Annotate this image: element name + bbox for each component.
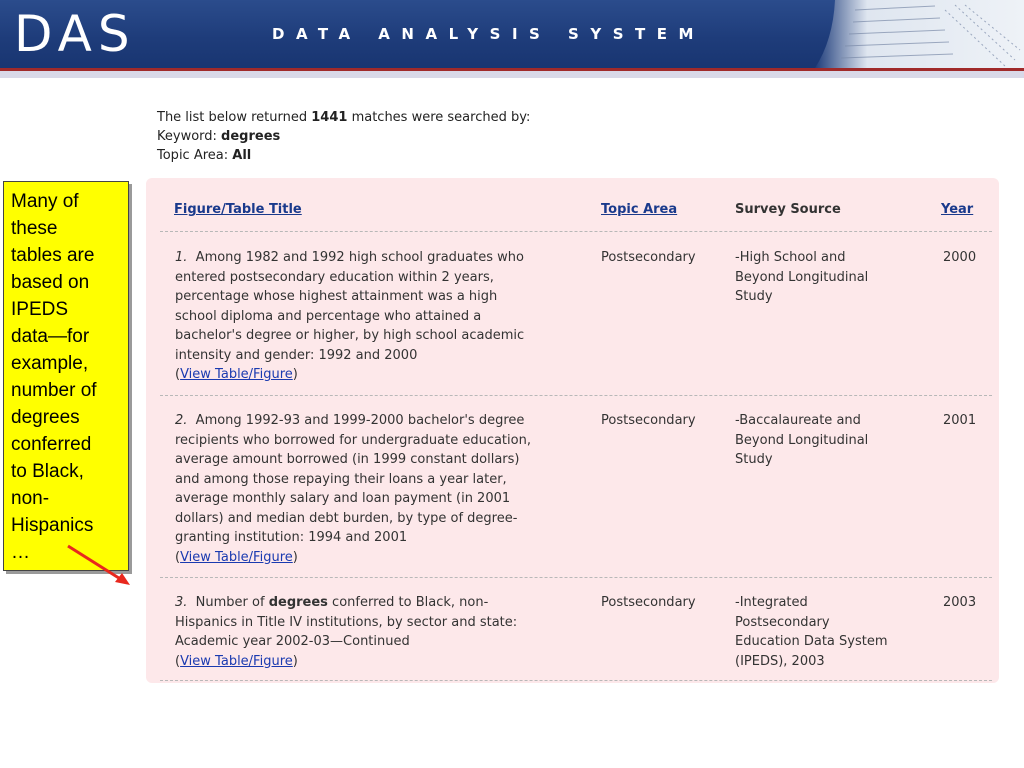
callout-note (3, 181, 129, 571)
view-table-figure-link[interactable]: View Table/Figure (180, 367, 293, 382)
summary-suffix: matches were searched by: (347, 110, 531, 125)
source-line: Study (735, 289, 773, 304)
row-divider (160, 395, 992, 396)
title-line: Academic year 2002-03—Continued (175, 634, 410, 649)
header-topic-area[interactable]: Topic Area (601, 202, 678, 217)
banner-underline (0, 71, 1024, 78)
title-line (175, 248, 585, 268)
match-count: 1441 (311, 110, 348, 125)
row-number: 3. (175, 595, 188, 610)
callout-line: data—for (11, 326, 90, 347)
view-link-line (175, 652, 585, 672)
das-banner (0, 0, 1024, 78)
table-row-1-year: 2000 (943, 250, 977, 265)
paren-open: ( (175, 549, 181, 565)
callout-line: non- (11, 488, 50, 509)
callout-line: Many of (11, 191, 79, 212)
title-line: recipients who borrowed for undergraduate education, (175, 432, 531, 448)
callout-line: these (11, 218, 58, 239)
keyword-value: degrees (221, 129, 281, 144)
header-survey-source: Survey Source (735, 202, 841, 217)
callout-line: conferred (11, 434, 92, 455)
callout-line: number of (11, 380, 97, 401)
row-divider (160, 577, 992, 578)
title-line: and among those repaying their loans a year later, (175, 471, 507, 487)
row-divider (160, 680, 992, 681)
search-summary (157, 108, 530, 165)
title-keyword-highlight: degrees (268, 595, 328, 610)
callout-line: based on (11, 272, 90, 293)
paren-close: ) (292, 367, 298, 382)
table-row-1-topic: Postsecondary (601, 250, 696, 265)
paren-open: ( (175, 367, 181, 382)
table-row-3-title (175, 593, 585, 671)
title-line: bachelor's degree or higher, by high school academic (175, 328, 525, 343)
table-row-3-source (735, 593, 888, 671)
summary-line-topic (157, 146, 530, 165)
title-line: average monthly salary and loan payment (in 2001 (175, 491, 511, 506)
title-line: school diploma and percentage who attained a (175, 308, 482, 324)
table-row-3-year: 2003 (943, 595, 977, 610)
header-figure-table-title[interactable]: Figure/Table Title (174, 202, 302, 217)
title-line: entered postsecondary education within 2 years, (175, 269, 494, 285)
title-text: Number of (195, 595, 269, 610)
callout-line: degrees (11, 407, 80, 428)
callout-line: tables are (11, 245, 95, 266)
summary-line-count (157, 108, 530, 127)
view-table-figure-link[interactable]: View Table/Figure (180, 549, 293, 565)
title-line (175, 593, 585, 613)
table-row-1-title (175, 248, 585, 385)
callout-line: IPEDS (11, 299, 69, 320)
paren-open: ( (175, 653, 181, 669)
callout-line: to Black, (11, 461, 84, 482)
topic-label: Topic Area: (157, 148, 233, 163)
source-line: Beyond Longitudinal (735, 432, 869, 448)
view-table-figure-link[interactable]: View Table/Figure (180, 653, 293, 669)
source-line: -Baccalaureate and (735, 413, 861, 428)
table-row-2-topic: Postsecondary (601, 413, 696, 428)
title-line: intensity and gender: 1992 and 2000 (175, 347, 418, 363)
table-row-2-year: 2001 (943, 413, 977, 428)
source-line: Study (735, 452, 773, 467)
source-line: Education Data System (735, 634, 888, 649)
table-row-1-source (735, 248, 868, 307)
banner-subtitle: DATA ANALYSIS SYSTEM (272, 25, 705, 43)
title-line: percentage whose highest attainment was a high (175, 289, 498, 304)
row-number: 1. (175, 250, 188, 265)
title-line: dollars) and median debt burden, by type of degree- (175, 510, 518, 526)
title-text: Among 1992-93 and 1999-2000 bachelor's degree (195, 413, 525, 428)
callout-line: Hispanics (11, 515, 94, 536)
banner-graphic (815, 0, 1024, 68)
paren-close: ) (292, 653, 298, 669)
keyword-label: Keyword: (157, 129, 222, 144)
summary-line-keyword (157, 127, 530, 146)
row-divider (160, 231, 992, 232)
title-line: average amount borrowed (in 1999 constant dollars) (175, 452, 520, 467)
view-link-line (175, 548, 585, 568)
source-line: -Integrated (735, 595, 808, 610)
source-line: Beyond Longitudinal (735, 269, 869, 285)
table-row-2-title (175, 411, 585, 567)
summary-prefix: The list below returned (157, 110, 312, 125)
title-line: granting institution: 1994 and 2001 (175, 530, 408, 545)
header-year[interactable]: Year (941, 202, 974, 217)
das-logo: DAS (14, 5, 136, 63)
title-line: Hispanics in Title IV institutions, by sector and state: (175, 614, 518, 630)
view-link-line (175, 365, 585, 385)
title-text: Among 1982 and 1992 high school graduates who (195, 250, 524, 265)
callout-line: … (11, 542, 30, 563)
row-number: 2. (175, 413, 188, 428)
paren-close: ) (292, 549, 298, 565)
source-line: Postsecondary (735, 614, 830, 630)
source-line: -High School and (735, 250, 846, 265)
table-row-3-topic: Postsecondary (601, 595, 696, 610)
topic-value: All (232, 148, 252, 163)
table-row-2-source (735, 411, 868, 470)
source-line: (IPEDS), 2003 (735, 653, 825, 669)
callout-arrow-icon (60, 540, 140, 590)
title-text: conferred to Black, non- (327, 595, 489, 610)
callout-line: example, (11, 353, 89, 374)
title-line (175, 411, 585, 431)
